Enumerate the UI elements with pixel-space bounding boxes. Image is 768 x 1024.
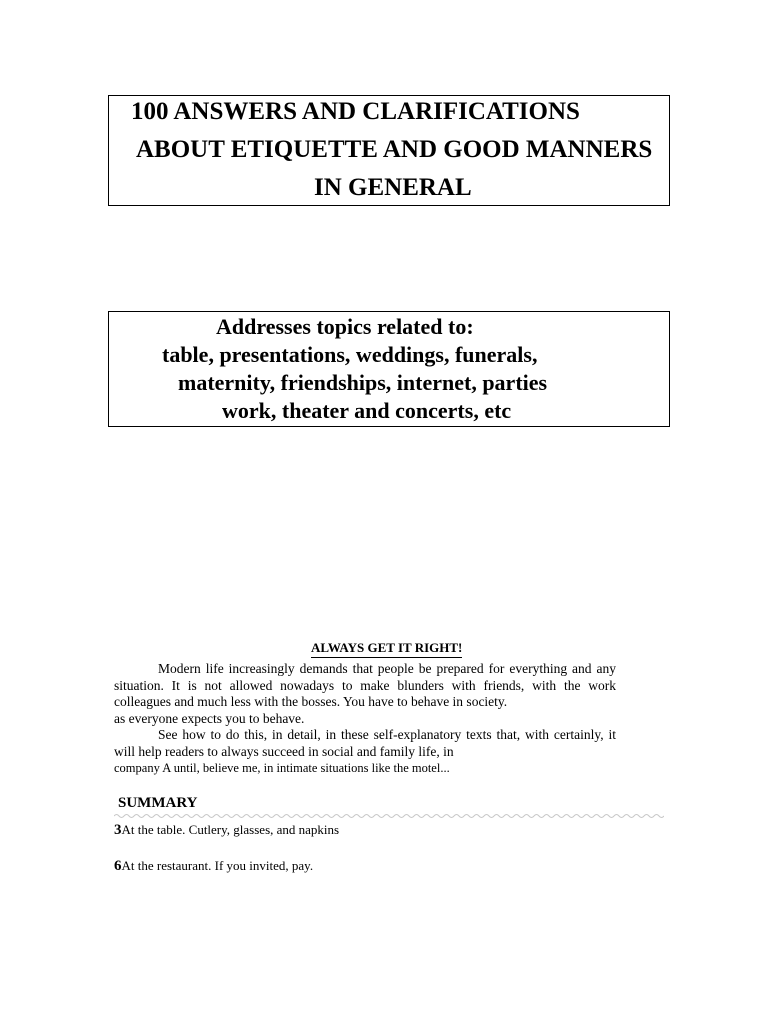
topics-line-4: work, theater and concerts, etc — [222, 398, 512, 423]
title-line-2: ABOUT ETIQUETTE AND GOOD MANNERS — [136, 136, 653, 163]
summary-item-3[interactable] — [114, 822, 339, 839]
title-line-3: IN GENERAL — [314, 174, 472, 201]
intro-paragraph-2-last: company A until, believe me, in intimate situations like the motel... — [114, 761, 450, 775]
intro-heading: ALWAYS GET IT RIGHT! — [311, 640, 462, 658]
summary-item-text: At the table. Cutlery, glasses, and napkins — [121, 822, 340, 837]
intro-paragraph-1-continued: as everyone expects you to behave. — [114, 710, 305, 726]
intro-paragraph-2: See how to do this, in detail, in these self-explanatory texts that, with certainly, it will help readers to always succeed in social and family life, in — [114, 727, 616, 759]
topics-line-3: maternity, friendships, internet, parties — [178, 370, 548, 395]
summary-divider — [114, 813, 664, 819]
intro-text — [114, 661, 616, 777]
title-line-1: 100 ANSWERS AND CLARIFICATIONS — [131, 98, 580, 125]
summary-item-number: 6 — [114, 858, 122, 874]
topics-line-2: table, presentations, weddings, funerals, — [162, 342, 538, 367]
summary-item-6[interactable] — [114, 858, 313, 875]
summary-item-number: 3 — [114, 822, 122, 838]
topics-line-1: Addresses topics related to: — [216, 314, 474, 339]
summary-title: SUMMARY — [118, 795, 198, 811]
summary-item-text: At the restaurant. If you invited, pay. — [121, 858, 314, 873]
intro-paragraph-1: Modern life increasingly demands that people be prepared for everything and any situation. It is not allowed nowadays to make blunders with friends, with the work colleagues and much less with the bosses. You have to behave in society. — [114, 661, 616, 709]
